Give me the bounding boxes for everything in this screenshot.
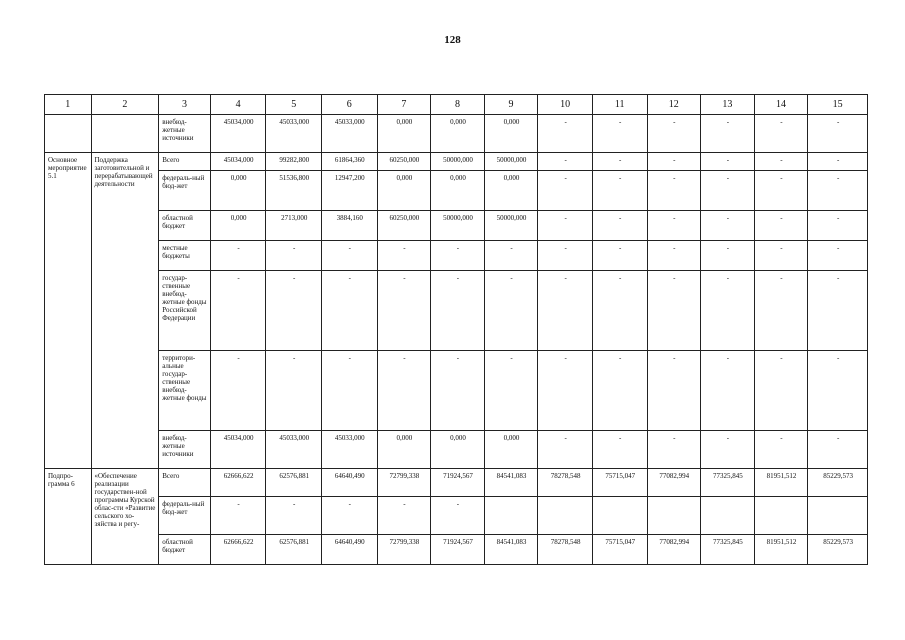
value-cell: - [377,351,431,431]
value-cell: - [592,431,647,469]
column-header: 15 [808,95,868,115]
value-cell: 71924,567 [431,535,485,565]
table-row [45,535,868,565]
value-cell: - [592,115,647,153]
value-cell: 0,000 [431,115,485,153]
value-cell: 62576,881 [266,535,322,565]
value-cell [808,497,868,535]
table-row [45,153,868,171]
table-row [45,171,868,211]
value-cell: 50000,000 [484,211,538,241]
value-cell: - [647,153,701,171]
value-cell [701,497,755,535]
value-cell: - [647,115,701,153]
column-header: 12 [647,95,701,115]
column-header: 2 [91,95,159,115]
value-cell: - [701,153,755,171]
value-cell: 64640,490 [321,469,377,497]
column-header: 3 [159,95,211,115]
value-cell: - [484,241,538,271]
value-cell: 62666,622 [210,535,266,565]
table-row [45,497,868,535]
column-header: 5 [266,95,322,115]
value-cell: - [647,431,701,469]
value-cell: - [538,351,593,431]
value-cell: - [808,115,868,153]
value-cell: 0,000 [377,431,431,469]
value-cell: 71924,567 [431,469,485,497]
value-cell: - [647,271,701,351]
value-cell: - [754,211,808,241]
funding-source: местные бюджеты [159,241,211,271]
value-cell: - [754,115,808,153]
value-cell: - [538,241,593,271]
value-cell: - [266,351,322,431]
row-description: «Обеспечение реализации государствен-ной программы Курской облас-сти «Развитие сельского хо-зяйства и регу- [91,469,159,565]
value-cell: 77082,994 [647,535,701,565]
value-cell: 2713,000 [266,211,322,241]
value-cell: - [701,431,755,469]
value-cell: - [808,351,868,431]
value-cell: 78278,548 [538,469,593,497]
table-row [45,469,868,497]
value-cell: - [266,271,322,351]
value-cell: - [701,171,755,211]
value-cell: - [538,211,593,241]
value-cell: - [431,241,485,271]
value-cell: - [701,271,755,351]
value-cell: - [808,431,868,469]
value-cell: - [701,241,755,271]
value-cell: - [754,171,808,211]
value-cell: - [321,497,377,535]
column-header: 1 [45,95,92,115]
value-cell: 84541,083 [484,535,538,565]
value-cell: 77082,994 [647,469,701,497]
row-description [91,115,159,153]
value-cell: 45033,000 [266,115,322,153]
value-cell: 78278,548 [538,535,593,565]
value-cell: - [321,271,377,351]
value-cell: - [592,351,647,431]
row-label [45,115,92,153]
value-cell: 72799,338 [377,469,431,497]
value-cell: 77325,845 [701,535,755,565]
funding-source: федераль-ный бюд-жет [159,497,211,535]
value-cell: - [754,271,808,351]
value-cell: 0,000 [377,115,431,153]
value-cell: - [647,241,701,271]
value-cell: 75715,047 [592,535,647,565]
value-cell: - [808,153,868,171]
value-cell: - [210,497,266,535]
value-cell: - [701,115,755,153]
value-cell: - [538,115,593,153]
value-cell: 12947,200 [321,171,377,211]
column-header: 13 [701,95,755,115]
value-cell: 45033,000 [321,431,377,469]
value-cell: 3884,160 [321,211,377,241]
table-row [45,431,868,469]
funding-source: территори-альные государ-ственные внебюд-жетные фонды [159,351,211,431]
value-cell: - [210,271,266,351]
value-cell: - [321,351,377,431]
value-cell: - [592,271,647,351]
value-cell: 0,000 [377,171,431,211]
funding-source: областной бюджет [159,211,211,241]
funding-source: внебюд-жетные источники [159,115,211,153]
value-cell: - [484,351,538,431]
value-cell: - [538,271,593,351]
value-cell: 77325,845 [701,469,755,497]
value-cell: 60250,000 [377,153,431,171]
value-cell: - [538,431,593,469]
table-row [45,115,868,153]
value-cell: 0,000 [431,171,485,211]
value-cell: - [808,211,868,241]
funding-source: областной бюджет [159,535,211,565]
value-cell [754,497,808,535]
column-header: 14 [754,95,808,115]
value-cell: - [266,241,322,271]
column-header: 10 [538,95,593,115]
funding-source: государ-ственные внебюд-жетные фонды Российской Федерации [159,271,211,351]
value-cell: 50000,000 [431,153,485,171]
value-cell: - [754,351,808,431]
value-cell: 64640,490 [321,535,377,565]
value-cell: - [592,171,647,211]
value-cell: 45034,000 [210,115,266,153]
value-cell: 0,000 [210,211,266,241]
table-row [45,211,868,241]
value-cell: 85229,573 [808,535,868,565]
value-cell: - [377,271,431,351]
value-cell: 72799,338 [377,535,431,565]
column-header: 8 [431,95,485,115]
value-cell: - [592,211,647,241]
value-cell: 45034,000 [210,153,266,171]
value-cell: - [647,171,701,211]
value-cell: 0,000 [484,171,538,211]
value-cell: - [808,271,868,351]
value-cell: - [538,171,593,211]
page-number: 128 [444,34,461,46]
value-cell [538,497,593,535]
value-cell: - [266,497,322,535]
value-cell: - [377,497,431,535]
value-cell: - [647,351,701,431]
column-header: 6 [321,95,377,115]
value-cell: - [647,211,701,241]
value-cell [592,497,647,535]
value-cell: 51536,800 [266,171,322,211]
value-cell: - [538,153,593,171]
row-label: Подпро-грамма 6 [45,469,92,565]
value-cell: - [321,241,377,271]
value-cell: 61864,360 [321,153,377,171]
header-row [45,95,868,115]
value-cell: 62666,622 [210,469,266,497]
value-cell: 60250,000 [377,211,431,241]
value-cell: - [210,241,266,271]
value-cell: - [808,171,868,211]
value-cell: - [592,153,647,171]
table-row [45,241,868,271]
value-cell: - [592,241,647,271]
value-cell: 84541,083 [484,469,538,497]
table-row [45,271,868,351]
value-cell: 45034,000 [210,431,266,469]
column-header: 9 [484,95,538,115]
value-cell: - [210,351,266,431]
value-cell: - [754,153,808,171]
value-cell: 85229,573 [808,469,868,497]
value-cell: - [701,351,755,431]
value-cell: 0,000 [431,431,485,469]
value-cell: - [377,241,431,271]
value-cell: 0,000 [210,171,266,211]
value-cell: - [808,241,868,271]
budget-table [44,94,868,565]
value-cell: - [431,351,485,431]
table-row [45,351,868,431]
value-cell: 81951,512 [754,469,808,497]
value-cell: - [484,271,538,351]
row-description: Поддержка заготовительной и перерабатывающей деятельности [91,153,159,469]
value-cell [647,497,701,535]
value-cell: 62576,881 [266,469,322,497]
column-header: 11 [592,95,647,115]
value-cell [484,497,538,535]
funding-source: федераль-ный бюд-жет [159,171,211,211]
value-cell: 81951,512 [754,535,808,565]
funding-source: внебюд-жетные источники [159,431,211,469]
value-cell: 45033,000 [266,431,322,469]
value-cell: 50000,000 [431,211,485,241]
value-cell: - [754,431,808,469]
value-cell: 75715,047 [592,469,647,497]
row-label: Основное мероприятие 5.1 [45,153,92,469]
value-cell: - [701,211,755,241]
column-header: 4 [210,95,266,115]
value-cell: - [754,241,808,271]
value-cell: 45033,000 [321,115,377,153]
value-cell: 0,000 [484,115,538,153]
value-cell: 50000,000 [484,153,538,171]
value-cell: - [431,271,485,351]
value-cell: - [431,497,485,535]
funding-source: Всего [159,469,211,497]
value-cell: 0,000 [484,431,538,469]
funding-source: Всего [159,153,211,171]
column-header: 7 [377,95,431,115]
value-cell: 99282,800 [266,153,322,171]
